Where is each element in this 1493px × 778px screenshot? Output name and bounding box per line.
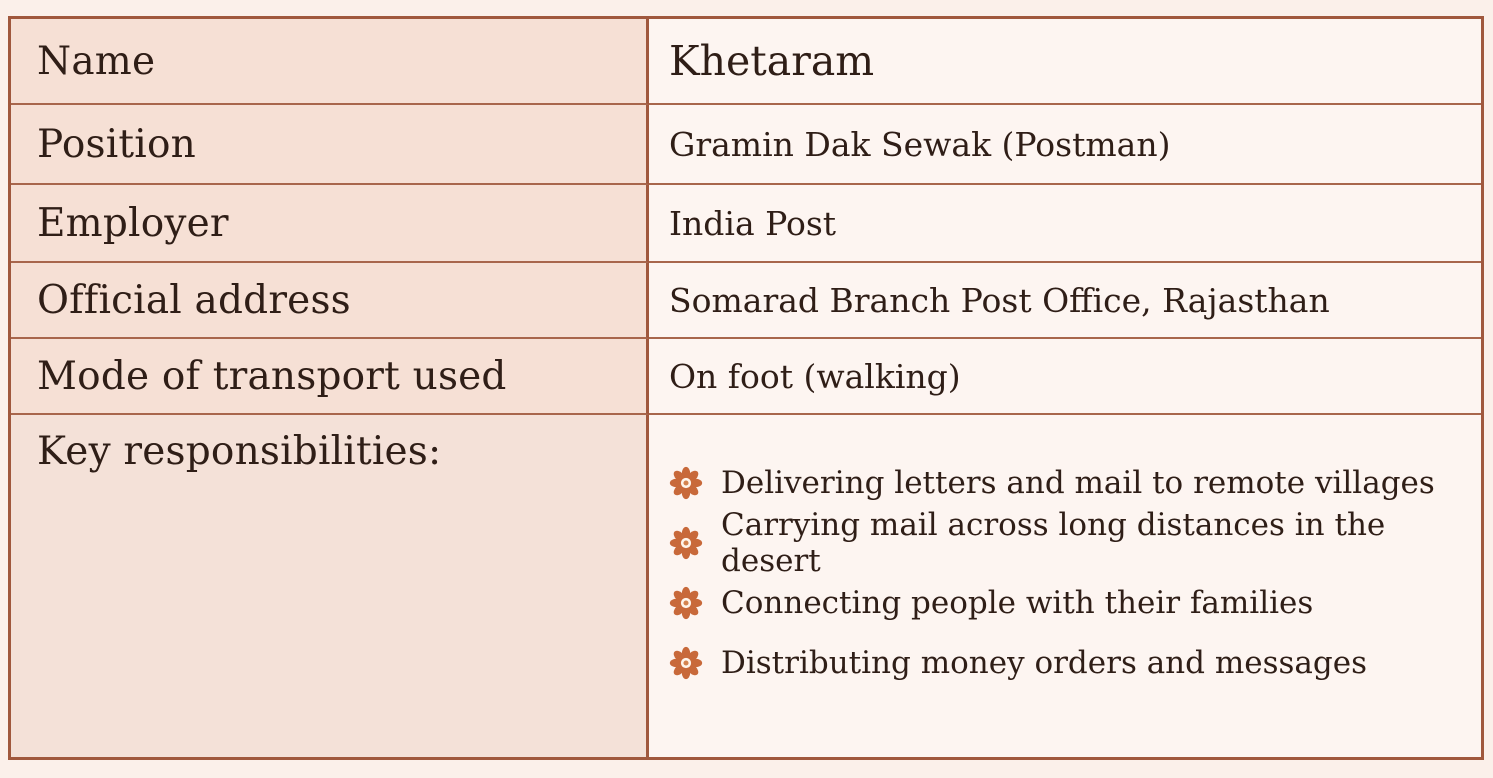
flower-icon <box>669 466 703 500</box>
postman-info-table <box>8 16 1484 760</box>
responsibility-text: Connecting people with their families <box>721 585 1314 621</box>
employer-label: Employer <box>11 185 649 263</box>
transport-mode-label: Mode of transport used <box>11 339 649 415</box>
list-item <box>669 633 1481 693</box>
position-value: Gramin Dak Sewak (Postman) <box>649 105 1481 185</box>
responsibility-text: Distributing money orders and messages <box>721 645 1367 681</box>
key-responsibilities-value <box>649 415 1481 757</box>
responsibility-text: Delivering letters and mail to remote villages <box>721 465 1435 501</box>
position-label: Position <box>11 105 649 185</box>
list-item <box>669 573 1481 633</box>
list-item <box>669 507 1481 579</box>
official-address-label: Official address <box>11 263 649 339</box>
responsibility-text: Carrying mail across long distances in the desert <box>721 507 1386 579</box>
responsibilities-list <box>669 415 1481 693</box>
name-value: Khetaram <box>649 19 1481 105</box>
employer-value: India Post <box>649 185 1481 263</box>
transport-mode-value: On foot (walking) <box>649 339 1481 415</box>
flower-icon <box>669 526 703 560</box>
flower-icon <box>669 586 703 620</box>
key-responsibilities-label: Key responsibilities: <box>11 415 649 757</box>
list-item <box>669 453 1481 513</box>
name-label: Name <box>11 19 649 105</box>
flower-icon <box>669 646 703 680</box>
official-address-value: Somarad Branch Post Office, Rajasthan <box>649 263 1481 339</box>
